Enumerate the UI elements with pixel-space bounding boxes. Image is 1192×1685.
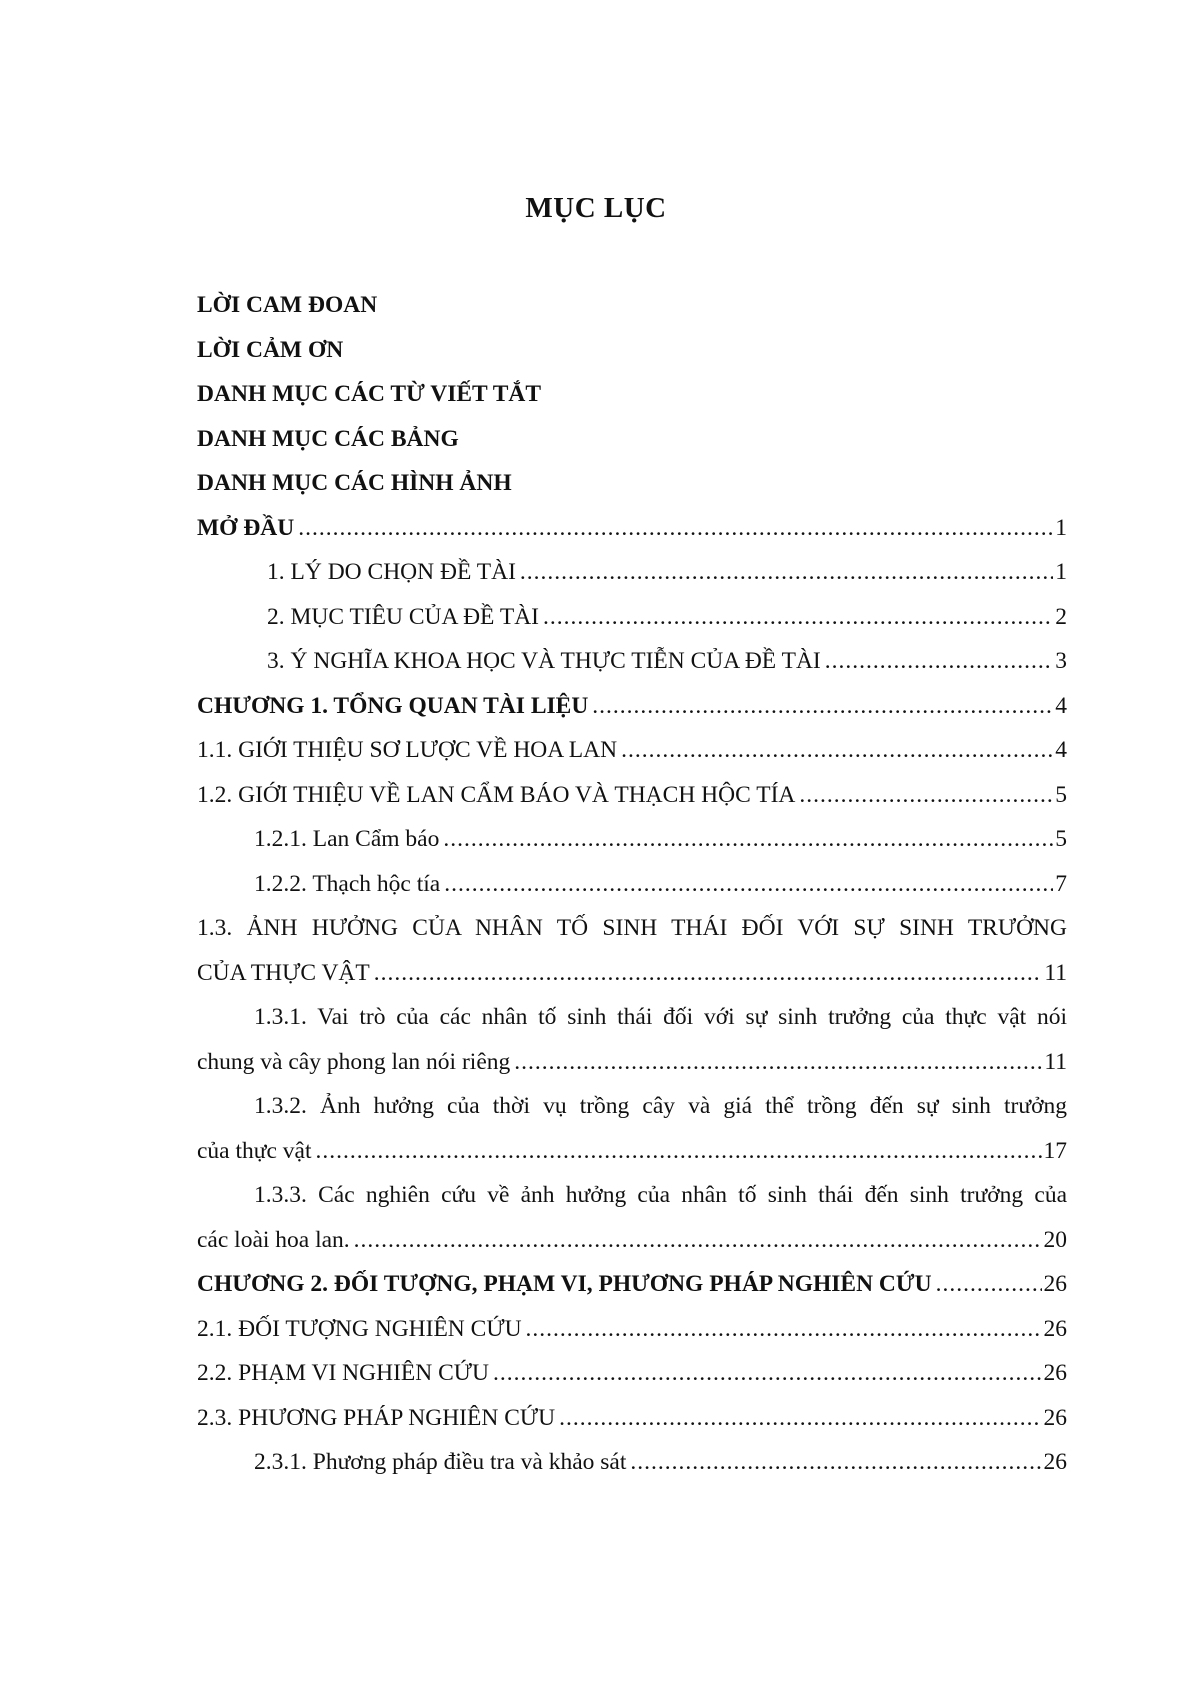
toc-entry-text: DANH MỤC CÁC TỪ VIẾT TẮT — [197, 381, 542, 407]
toc-front-danh-muc-hinh-anh[interactable] — [197, 467, 1067, 512]
toc-entry-1-3-3-line2[interactable] — [197, 1224, 1067, 1269]
toc-entry-1-3-line1[interactable] — [197, 912, 1067, 957]
toc-entry-text: DANH MỤC CÁC BẢNG — [197, 425, 459, 452]
toc-entry-1-3-1-line2[interactable] — [197, 1046, 1067, 1091]
toc-entry-text: 2.2. PHẠM VI NGHIÊN CỨU — [197, 1360, 489, 1386]
toc-front-danh-muc-bang[interactable] — [197, 423, 1067, 468]
dot-leader — [444, 868, 1053, 900]
toc-entry-text: các loài hoa lan. — [197, 1226, 350, 1253]
toc-page-number: 1 — [1055, 514, 1067, 541]
dot-leader — [514, 1046, 1042, 1078]
dot-leader — [559, 1402, 1041, 1434]
toc-page-number: 4 — [1055, 692, 1067, 719]
toc-entry-text: chung và cây phong lan nói riêng — [197, 1048, 511, 1075]
toc-entry-text: 1.3.3. Các nghiên cứu về ảnh hưởng của nhân tố sinh thái đến sinh trưởng của — [254, 1182, 1067, 1208]
dot-leader — [298, 512, 1053, 544]
toc-entry-2-3[interactable] — [197, 1402, 1067, 1447]
table-of-contents — [197, 289, 1067, 1491]
toc-entry-text: CHƯƠNG 2. ĐỐI TƯỢNG, PHẠM VI, PHƯƠNG PHÁP NGHIÊN CỨU — [197, 1271, 932, 1297]
toc-front-loi-cam-doan[interactable] — [197, 289, 1067, 334]
dot-leader — [520, 556, 1053, 588]
toc-entry-text: 2. MỤC TIÊU CỦA ĐỀ TÀI — [267, 603, 539, 630]
toc-page-number: 1 — [1055, 559, 1067, 585]
toc-entry-1-3-line2[interactable] — [197, 957, 1067, 1002]
toc-entry-y-nghia[interactable] — [197, 645, 1067, 690]
toc-entry-text: DANH MỤC CÁC HÌNH ẢNH — [197, 470, 512, 496]
dot-leader — [374, 957, 1043, 989]
dot-leader — [936, 1268, 1042, 1300]
dot-leader — [526, 1313, 1042, 1345]
toc-page-number: 4 — [1055, 737, 1067, 763]
toc-entry-text: 3. Ý NGHĨA KHOA HỌC VÀ THỰC TIỄN CỦA ĐỀ TÀI — [267, 648, 821, 674]
toc-entry-1-3-1-line1[interactable] — [197, 1001, 1067, 1046]
toc-entry-1-3-3-line1[interactable] — [197, 1179, 1067, 1224]
toc-entry-1-3-2-line2[interactable] — [197, 1135, 1067, 1180]
dot-leader — [621, 734, 1053, 766]
toc-entry-text: 2.3.1. Phương pháp điều tra và khảo sát — [254, 1449, 627, 1475]
dot-leader — [543, 601, 1053, 633]
toc-entry-chuong-2[interactable] — [197, 1268, 1067, 1313]
toc-entry-1-2-1[interactable] — [197, 823, 1067, 868]
toc-entry-text: MỞ ĐẦU — [197, 514, 295, 541]
toc-page-number: 17 — [1043, 1137, 1067, 1164]
toc-front-loi-cam-on[interactable] — [197, 334, 1067, 379]
toc-front-tu-viet-tat[interactable] — [197, 378, 1067, 423]
toc-entry-text: 1.3.1. Vai trò của các nhân tố sinh thái đối với sự sinh trưởng của thực vật nói — [254, 1004, 1067, 1030]
dot-leader — [630, 1446, 1041, 1478]
toc-page-number: 20 — [1043, 1226, 1067, 1253]
toc-entry-text: 1.1. GIỚI THIỆU SƠ LƯỢC VỀ HOA LAN — [197, 737, 618, 763]
dot-leader — [316, 1135, 1042, 1167]
toc-entry-text: 1.2. GIỚI THIỆU VỀ LAN CẨM BÁO VÀ THẠCH HỘC TÍA — [197, 781, 796, 808]
toc-page-number: 26 — [1043, 1271, 1067, 1297]
toc-page-number: 11 — [1044, 1048, 1067, 1075]
dot-leader — [592, 690, 1053, 722]
toc-entry-ly-do[interactable] — [197, 556, 1067, 601]
toc-page-number: 26 — [1043, 1404, 1067, 1431]
toc-entry-2-3-1[interactable] — [197, 1446, 1067, 1491]
toc-entry-text: 1.3. ẢNH HƯỞNG CỦA NHÂN TỐ SINH THÁI ĐỐI VỚI SỰ SINH TRƯỞNG — [197, 915, 1067, 941]
toc-page-number: 3 — [1055, 648, 1067, 674]
toc-entry-mo-dau[interactable] — [197, 512, 1067, 557]
toc-entry-text: của thực vật — [197, 1137, 312, 1164]
toc-entry-text: 1.3.2. Ảnh hưởng của thời vụ trồng cây và giá thể trồng đến sự sinh trưởng — [254, 1093, 1067, 1119]
toc-entry-1-2-2[interactable] — [197, 868, 1067, 913]
toc-entry-text: CHƯƠNG 1. TỔNG QUAN TÀI LIỆU — [197, 692, 589, 719]
toc-entry-text: 2.3. PHƯƠNG PHÁP NGHIÊN CỨU — [197, 1404, 556, 1431]
toc-entry-text: CỦA THỰC VẬT — [197, 959, 370, 986]
toc-entry-muc-tieu[interactable] — [197, 601, 1067, 646]
toc-entry-1-3-2-line1[interactable] — [197, 1090, 1067, 1135]
page-title: MỤC LỤC — [525, 192, 667, 224]
dot-leader — [443, 823, 1053, 855]
toc-entry-2-2[interactable] — [197, 1357, 1067, 1402]
dot-leader — [493, 1357, 1042, 1389]
toc-page-number: 11 — [1044, 959, 1067, 986]
dot-leader — [825, 645, 1054, 677]
toc-entry-chuong-1[interactable] — [197, 690, 1067, 735]
toc-entry-text: LỜI CẢM ƠN — [197, 336, 344, 363]
toc-entry-text: 1.2.2. Thạch hộc tía — [254, 870, 441, 897]
toc-entry-2-1[interactable] — [197, 1313, 1067, 1358]
toc-entry-text: 2.1. ĐỐI TƯỢNG NGHIÊN CỨU — [197, 1315, 522, 1342]
toc-page-number: 2 — [1055, 603, 1067, 630]
toc-entry-text: LỜI CAM ĐOAN — [197, 292, 378, 318]
toc-page-number: 7 — [1055, 870, 1067, 897]
toc-entry-1-1[interactable] — [197, 734, 1067, 779]
toc-page-number: 5 — [1055, 826, 1067, 852]
toc-page-number: 26 — [1043, 1449, 1067, 1475]
toc-entry-1-2[interactable] — [197, 779, 1067, 824]
toc-page-number: 5 — [1055, 781, 1067, 808]
toc-entry-text: 1. LÝ DO CHỌN ĐỀ TÀI — [267, 559, 516, 585]
dot-leader — [799, 779, 1053, 811]
dot-leader — [354, 1224, 1042, 1256]
toc-page-number: 26 — [1043, 1360, 1067, 1386]
toc-entry-text: 1.2.1. Lan Cẩm báo — [254, 826, 440, 852]
toc-page-number: 26 — [1043, 1315, 1067, 1342]
